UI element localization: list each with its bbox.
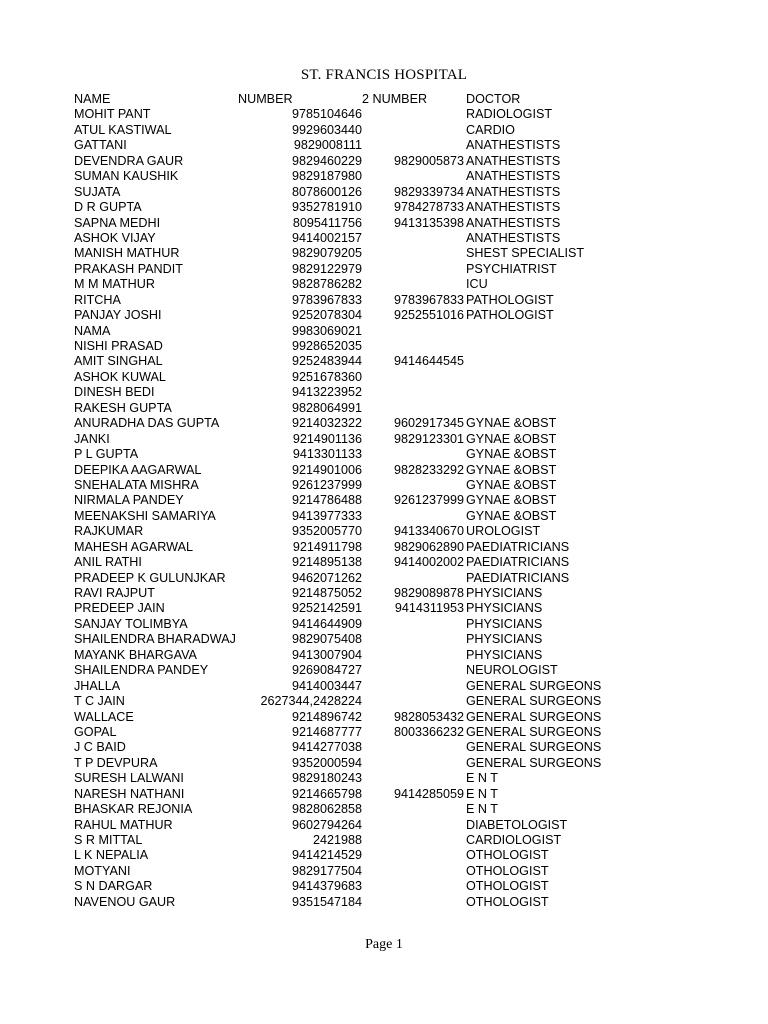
cell-number: 9352781910 xyxy=(291,200,362,215)
cell-number2: 9783967833 xyxy=(393,292,464,307)
table-row xyxy=(74,679,634,694)
cell-doctor: ANATHESTISTS xyxy=(466,184,561,199)
cell-name: RITCHA xyxy=(74,292,121,307)
cell-number: 9352000594 xyxy=(291,755,362,770)
table-body xyxy=(74,107,634,910)
cell-number2: 9261237999 xyxy=(393,493,464,508)
cell-number2: 9414644545 xyxy=(393,354,464,369)
cell-number: 9214895138 xyxy=(291,555,362,570)
cell-doctor: E N T xyxy=(466,771,498,786)
table-row xyxy=(74,463,634,478)
table-row xyxy=(74,339,634,354)
table-row xyxy=(74,694,634,709)
cell-doctor: GYNAE &OBST xyxy=(466,462,557,477)
cell-number: 9252142591 xyxy=(291,601,362,616)
table-row xyxy=(74,632,634,647)
cell-number: 8095411756 xyxy=(292,215,362,230)
cell-name: MEENAKSHI SAMARIYA xyxy=(74,508,216,523)
cell-name: P L GUPTA xyxy=(74,447,139,462)
cell-name: D R GUPTA xyxy=(74,200,142,215)
cell-doctor: E N T xyxy=(466,802,498,817)
table-row xyxy=(74,771,634,786)
table-row xyxy=(74,262,634,277)
cell-name: WALLACE xyxy=(74,709,134,724)
cell-name: RAKESH GUPTA xyxy=(74,400,172,415)
cell-name: NISHI PRASAD xyxy=(74,339,163,353)
cell-name: J C BAID xyxy=(74,740,126,755)
cell-name: SAPNA MEDHI xyxy=(74,215,161,230)
table-row xyxy=(74,246,634,261)
table-row xyxy=(74,617,634,632)
table-row xyxy=(74,710,634,725)
table-row xyxy=(74,107,634,122)
table-row xyxy=(74,509,634,524)
table-row xyxy=(74,138,634,153)
cell-name: JHALLA xyxy=(74,678,121,693)
table-row xyxy=(74,416,634,431)
table-row xyxy=(74,571,634,586)
cell-number: 9983069021 xyxy=(291,323,362,338)
cell-number: 9214786488 xyxy=(291,493,362,508)
cell-name: SUJATA xyxy=(74,184,121,199)
cell-name: ANURADHA DAS GUPTA xyxy=(74,416,220,431)
cell-number: 9214901136 xyxy=(292,431,362,446)
table-row xyxy=(74,385,634,400)
table-header-row xyxy=(74,92,634,107)
cell-doctor: ANATHESTISTS xyxy=(466,215,561,230)
table-row xyxy=(74,185,634,200)
cell-doctor: ANATHESTISTS xyxy=(466,138,561,153)
cell-number: 9414644909 xyxy=(291,616,362,631)
table-row xyxy=(74,401,634,416)
cell-number: 9214901006 xyxy=(291,462,362,477)
cell-number: 9783967833 xyxy=(291,292,362,307)
cell-name: SHAILENDRA BHARADWAJ xyxy=(74,632,236,647)
cell-name: NAMA xyxy=(74,323,111,338)
cell-number: 9351547184 xyxy=(291,894,362,909)
cell-number: 9414002157 xyxy=(291,230,362,245)
cell-doctor: OTHOLOGIST xyxy=(466,894,549,909)
table-row xyxy=(74,216,634,231)
cell-number2: 9829089878 xyxy=(393,586,464,600)
cell-doctor: OTHOLOGIST xyxy=(466,848,549,863)
cell-number: 9413977333 xyxy=(291,508,362,523)
cell-number: 9414277038 xyxy=(291,740,362,755)
cell-doctor: PHYSICIANS xyxy=(466,601,543,616)
table-row xyxy=(74,493,634,508)
cell-name: PREDEEP JAIN xyxy=(74,601,165,616)
cell-number: 9828064991 xyxy=(291,400,362,415)
table-row xyxy=(74,663,634,678)
contact-table xyxy=(74,92,634,910)
cell-name: NIRMALA PANDEY xyxy=(74,493,184,508)
table-row xyxy=(74,756,634,771)
cell-number: 9829180243 xyxy=(291,771,362,786)
cell-name: RAVI RAJPUT xyxy=(74,586,155,600)
column-header-name: NAME xyxy=(74,92,111,106)
cell-doctor: PAEDIATRICIANS xyxy=(466,570,570,585)
cell-number: 9828786282 xyxy=(291,277,362,292)
cell-doctor: ANATHESTISTS xyxy=(466,153,561,168)
cell-name: SANJAY TOLIMBYA xyxy=(74,616,188,631)
cell-number: 9352005770 xyxy=(291,524,362,539)
cell-number: 9413223952 xyxy=(291,385,362,400)
cell-doctor: GENERAL SURGEONS xyxy=(466,724,602,739)
cell-doctor: PHYSICIANS xyxy=(466,632,543,647)
cell-doctor: GYNAE &OBST xyxy=(466,416,557,431)
table-row xyxy=(74,478,634,493)
cell-number: 9829075408 xyxy=(291,632,362,647)
cell-name: SUMAN KAUSHIK xyxy=(74,169,179,184)
cell-doctor: PHYSICIANS xyxy=(466,616,543,631)
cell-number: 9829460229 xyxy=(291,153,362,168)
table-row xyxy=(74,879,634,894)
cell-number: 9214911798 xyxy=(292,539,362,554)
cell-number: 9252078304 xyxy=(291,308,362,323)
table-row xyxy=(74,740,634,755)
cell-doctor: UROLOGIST xyxy=(466,524,541,539)
cell-doctor: PSYCHIATRIST xyxy=(466,261,557,276)
table-row xyxy=(74,370,634,385)
cell-number: 9828062858 xyxy=(291,802,362,817)
cell-number: 9413301133 xyxy=(292,447,362,462)
cell-doctor: PAEDIATRICIANS xyxy=(466,555,570,570)
cell-doctor: ANATHESTISTS xyxy=(466,200,561,215)
cell-number2: 9414311953 xyxy=(394,601,464,616)
cell-number: 9929603440 xyxy=(291,122,362,137)
cell-name: ANIL RATHI xyxy=(74,555,142,570)
cell-name: SURESH LALWANI xyxy=(74,771,184,786)
table-row xyxy=(74,154,634,169)
cell-number2: 9829005873 xyxy=(393,153,464,168)
table-row xyxy=(74,447,634,462)
cell-doctor: PAEDIATRICIANS xyxy=(466,539,570,554)
cell-name: MANISH MATHUR xyxy=(74,246,180,261)
cell-name: ASHOK KUWAL xyxy=(74,369,166,384)
cell-doctor: RADIOLOGIST xyxy=(466,107,553,122)
cell-name: NARESH NATHANI xyxy=(74,786,185,801)
table-row xyxy=(74,895,634,910)
cell-doctor: GYNAE &OBST xyxy=(466,493,557,508)
cell-number2: 9252551016 xyxy=(393,308,464,323)
table-row xyxy=(74,818,634,833)
cell-doctor: E N T xyxy=(466,786,498,801)
cell-name: RAJKUMAR xyxy=(74,524,144,539)
cell-number: 9785104646 xyxy=(291,107,362,122)
cell-name: SNEHALATA MISHRA xyxy=(74,477,199,492)
column-header-doctor: DOCTOR xyxy=(466,92,521,106)
cell-doctor: PHYSICIANS xyxy=(466,647,543,662)
cell-number: 9829177504 xyxy=(291,863,362,878)
cell-name: BHASKAR REJONIA xyxy=(74,802,193,817)
cell-number: 9829122979 xyxy=(291,261,362,276)
cell-name: JANKI xyxy=(74,431,110,446)
table-row xyxy=(74,277,634,292)
cell-name: T C JAIN xyxy=(74,694,125,709)
cell-name: DINESH BEDI xyxy=(74,385,155,400)
table-row xyxy=(74,802,634,817)
cell-doctor: CARDIO xyxy=(466,122,515,137)
cell-number2: 9414002002 xyxy=(393,555,464,570)
cell-name: S N DARGAR xyxy=(74,879,153,894)
cell-number2: 9414285059 xyxy=(393,786,464,801)
cell-doctor: SHEST SPECIALIST xyxy=(466,246,585,261)
cell-name: MAHESH AGARWAL xyxy=(74,539,193,554)
table-row xyxy=(74,648,634,663)
table-row xyxy=(74,293,634,308)
table-row xyxy=(74,725,634,740)
cell-doctor: GENERAL SURGEONS xyxy=(466,709,602,724)
page-footer: Page 1 xyxy=(365,937,403,952)
cell-doctor: CARDIOLOGIST xyxy=(466,833,562,847)
cell-doctor: PATHOLOGIST xyxy=(466,292,554,307)
cell-name: MOTYANI xyxy=(74,863,131,878)
cell-name: S R MITTAL xyxy=(74,833,143,847)
cell-doctor: NEUROLOGIST xyxy=(466,663,558,678)
cell-number: 9462071262 xyxy=(291,570,362,585)
table-row xyxy=(74,200,634,215)
cell-name: GOPAL xyxy=(74,724,117,739)
cell-number2: 9413135398 xyxy=(393,215,464,230)
table-row xyxy=(74,833,634,848)
cell-name: NAVENOU GAUR xyxy=(74,894,176,909)
cell-name: PANJAY JOSHI xyxy=(74,308,162,323)
table-row xyxy=(74,432,634,447)
cell-name: ATUL KASTIWAL xyxy=(74,122,172,137)
cell-doctor: GYNAE &OBST xyxy=(466,431,557,446)
cell-name: PRAKASH PANDIT xyxy=(74,261,183,276)
cell-number2: 9829123301 xyxy=(393,431,464,446)
cell-number2: 9828053432 xyxy=(393,709,464,724)
cell-number2: 9829062890 xyxy=(393,539,464,554)
cell-number: 2627344,2428224 xyxy=(260,694,362,709)
cell-number: 2421988 xyxy=(312,833,362,847)
cell-name: AMIT SINGHAL xyxy=(74,354,163,369)
cell-number: 9414003447 xyxy=(291,678,362,693)
cell-doctor: GYNAE &OBST xyxy=(466,477,557,492)
cell-doctor: OTHOLOGIST xyxy=(466,879,549,894)
cell-doctor: ANATHESTISTS xyxy=(466,169,561,184)
cell-doctor: ANATHESTISTS xyxy=(466,230,561,245)
cell-number: 9414214529 xyxy=(291,848,362,863)
cell-name: MAYANK BHARGAVA xyxy=(74,647,197,662)
table-row xyxy=(74,231,634,246)
cell-number: 9214665798 xyxy=(291,786,362,801)
table-row xyxy=(74,524,634,539)
cell-number: 9829008111 xyxy=(293,138,362,153)
table-row xyxy=(74,354,634,369)
cell-number2: 9784278733 xyxy=(393,200,464,215)
table-row xyxy=(74,864,634,879)
cell-doctor: GENERAL SURGEONS xyxy=(466,755,602,770)
cell-doctor: GYNAE &OBST xyxy=(466,508,557,523)
cell-number2: 8003366232 xyxy=(393,724,464,739)
cell-number: 9214896742 xyxy=(291,709,362,724)
cell-number: 9214875052 xyxy=(291,586,362,600)
table-row xyxy=(74,169,634,184)
column-header-number: NUMBER xyxy=(238,92,293,106)
cell-doctor: PHYSICIANS xyxy=(466,586,543,600)
cell-doctor: PATHOLOGIST xyxy=(466,308,554,323)
cell-number: 8078600126 xyxy=(291,184,362,199)
cell-number: 9214687777 xyxy=(291,724,362,739)
cell-name: MOHIT PANT xyxy=(74,107,151,122)
cell-number: 9413007904 xyxy=(291,647,362,662)
cell-doctor: GENERAL SURGEONS xyxy=(466,740,602,755)
cell-number: 9928652035 xyxy=(291,339,362,353)
page-title: ST. FRANCIS HOSPITAL xyxy=(300,67,468,83)
cell-number: 9829079205 xyxy=(291,246,362,261)
cell-name: T P DEVPURA xyxy=(74,755,158,770)
cell-name: PRADEEP K GULUNJKAR xyxy=(74,570,226,585)
table-row xyxy=(74,324,634,339)
cell-number2: 9828233292 xyxy=(393,462,464,477)
cell-doctor: GENERAL SURGEONS xyxy=(466,694,602,709)
cell-doctor: OTHOLOGIST xyxy=(466,863,549,878)
cell-name: RAHUL MATHUR xyxy=(74,817,173,832)
cell-number: 9252483944 xyxy=(291,354,362,369)
cell-doctor: ICU xyxy=(466,277,488,292)
cell-name: L K NEPALIA xyxy=(74,848,149,863)
cell-number: 9269084727 xyxy=(291,663,362,678)
cell-name: SHAILENDRA PANDEY xyxy=(74,663,209,678)
table-row xyxy=(74,787,634,802)
table-row xyxy=(74,586,634,601)
cell-number: 9829187980 xyxy=(291,169,362,184)
cell-name: ASHOK VIJAY xyxy=(74,230,156,245)
cell-number2: 9829339734 xyxy=(393,184,464,199)
table-row xyxy=(74,540,634,555)
table-row xyxy=(74,848,634,863)
cell-name: DEVENDRA GAUR xyxy=(74,153,184,168)
cell-number: 9261237999 xyxy=(291,477,362,492)
table-row xyxy=(74,123,634,138)
cell-doctor: DIABETOLOGIST xyxy=(466,817,568,832)
cell-name: DEEPIKA AAGARWAL xyxy=(74,462,202,477)
cell-number: 9414379683 xyxy=(291,879,362,894)
cell-doctor: GENERAL SURGEONS xyxy=(466,678,602,693)
table-row xyxy=(74,308,634,323)
cell-number: 9214032322 xyxy=(291,416,362,431)
cell-number2: 9602917345 xyxy=(393,416,464,431)
cell-number2: 9413340670 xyxy=(393,524,464,539)
table-row xyxy=(74,601,634,616)
column-header-number2: 2 NUMBER xyxy=(362,92,428,106)
cell-doctor: GYNAE &OBST xyxy=(466,447,557,462)
cell-number: 9602794264 xyxy=(291,817,362,832)
cell-name: M M MATHUR xyxy=(74,277,155,292)
table-row xyxy=(74,555,634,570)
cell-name: GATTANI xyxy=(74,138,127,153)
cell-number: 9251678360 xyxy=(291,369,362,384)
